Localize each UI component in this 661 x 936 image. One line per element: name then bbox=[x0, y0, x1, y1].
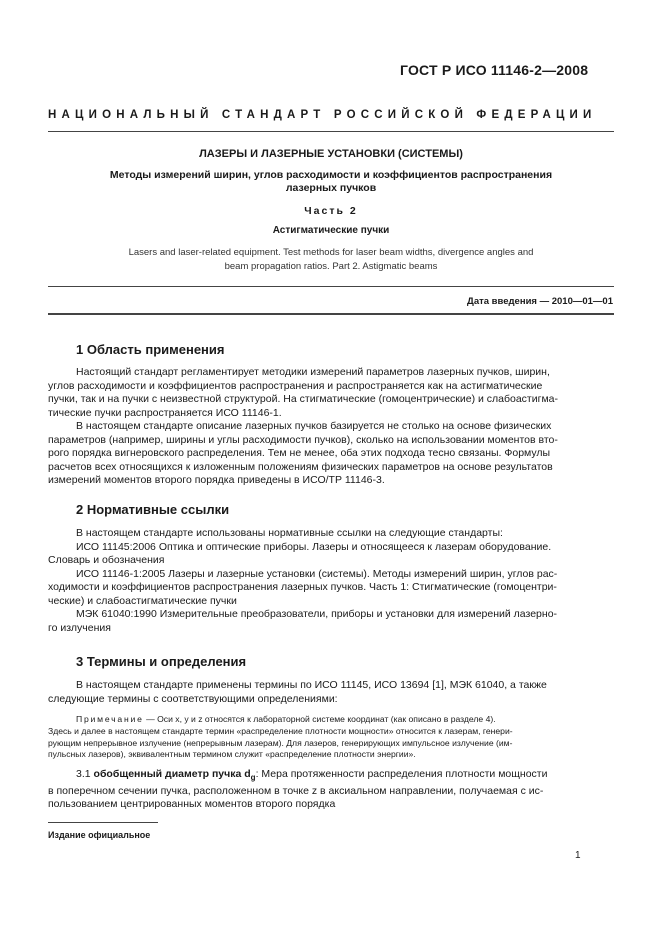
document-subtitle bbox=[48, 169, 614, 195]
paragraph-line: рого порядка вигнеровского распределения. Тем не менее, оба этих подхода тесно связаны. Формулы bbox=[48, 447, 551, 459]
note-line: Здесь и далее в настоящем стандарте термин «распределение плотности мощности» относится к лазерам, генери- bbox=[48, 725, 513, 736]
section-1-heading: 1 Область применения bbox=[76, 342, 225, 357]
section-2-heading: 2 Нормативные ссылки bbox=[76, 502, 230, 517]
section-3-body bbox=[48, 679, 581, 706]
reference-line: МЭК 61040:1990 Измерительные преобразователи, приборы и установки для измерений лазерно- bbox=[76, 608, 558, 620]
term-name: обобщенный диаметр пучка d bbox=[93, 768, 251, 780]
term-subscript: g bbox=[250, 773, 256, 783]
official-edition-label: Издание официальное bbox=[48, 830, 151, 840]
paragraph-line: расчетов всех относящихся к изложенным положениям физических параметров на основе результатов bbox=[48, 460, 553, 473]
term-3-1 bbox=[48, 768, 581, 812]
english-title-line-2: beam propagation ratios. Part 2. Astigmatic beams bbox=[224, 261, 438, 272]
paragraph-line: следующие термины с соответствующими определениями: bbox=[48, 692, 338, 705]
paragraph-line: В настоящем стандарте использованы нормативные ссылки на следующие стандарты: bbox=[76, 527, 503, 539]
term-definition-start: : Мера протяженности распределения плотности мощности bbox=[255, 768, 548, 780]
term-line: пользованием центрированных моментов второго порядка bbox=[48, 798, 336, 811]
paragraph-line: измерений моментов второго порядка приведены в ИСО/ТР 11146-3. bbox=[48, 474, 385, 486]
note-label: Примечание bbox=[76, 714, 144, 724]
term-line: в поперечном сечении пучка, расположенном в точке z в аксиальном направлении, получаемая с ис- bbox=[48, 784, 544, 797]
english-title bbox=[48, 246, 614, 274]
paragraph-line: пучки, так и на пучки с неизвестной структурой. На стигматические (гомоцентрические) и слабоастигма- bbox=[48, 393, 558, 405]
subtitle-line-2: лазерных пучков bbox=[285, 182, 377, 194]
standard-code: ГОСТ Р ИСО 11146-2—2008 bbox=[400, 62, 589, 78]
reference-line: ходимости и коэффициентов распространения лазерных пучков. Часть 1: Стигматические (гомоцентри- bbox=[48, 581, 557, 593]
part-title: Астигматические пучки bbox=[272, 225, 390, 236]
paragraph-line: В настоящем стандарте применены термины по ИСО 11145, ИСО 13694 [1], МЭК 61040, а также bbox=[76, 679, 547, 691]
reference-line: Словарь и обозначения bbox=[48, 554, 165, 566]
term-first-line bbox=[48, 768, 581, 785]
footer-divider bbox=[48, 822, 158, 823]
paragraph-line: Настоящий стандарт регламентирует методики измерений параметров лазерных пучков, ширин, bbox=[76, 366, 550, 378]
section-1-body bbox=[48, 366, 581, 488]
english-title-line-1: Lasers and laser-related equipment. Test methods for laser beam widths, divergence angles and bbox=[128, 247, 534, 258]
reference-line: ИСО 11146-1:2005 Лазеры и лазерные установки (системы). Методы измерений ширин, углов рас- bbox=[76, 567, 558, 580]
paragraph-line: тические пучки распространяется ИСО 11146-1. bbox=[48, 406, 282, 419]
note-block bbox=[48, 714, 581, 761]
part-label: Часть 2 bbox=[304, 205, 358, 217]
note-first-line bbox=[48, 714, 581, 726]
date-divider bbox=[48, 286, 614, 287]
introduction-date: Дата введения — 2010—01—01 bbox=[467, 296, 613, 307]
date-divider-bottom bbox=[48, 313, 614, 315]
reference-line: ИСО 11145:2006 Оптика и оптические приборы. Лазеры и относящееся к лазерам оборудование. bbox=[76, 540, 552, 553]
top-divider bbox=[48, 131, 614, 132]
note-text: — Оси x, y и z относятся к лабораторной системе координат (как описано в разделе 4). bbox=[146, 714, 496, 724]
paragraph-line: В настоящем стандарте описание лазерных пучков базируется не столько на основе физических bbox=[76, 420, 552, 432]
note-line: пульсных лазеров), эквивалентным термином служит «распределение плотности энергии». bbox=[48, 749, 416, 760]
page-number: 1 bbox=[575, 850, 581, 861]
paragraph-line: углов расходимости и коэффициентов распространения и распространяется как на астигматические bbox=[48, 379, 543, 392]
subtitle-line-1: Методы измерений ширин, углов расходимости и коэффициентов распространения bbox=[109, 169, 553, 181]
reference-line: го излучения bbox=[48, 621, 111, 634]
term-number: 3.1 bbox=[76, 768, 91, 780]
paragraph-line: параметров (например, ширины и углы расходимости пучков), сколько на использовании моментов вто- bbox=[48, 433, 558, 446]
national-standard-banner: НАЦИОНАЛЬНЫЙ СТАНДАРТ РОССИЙСКОЙ ФЕДЕРАЦИИ bbox=[48, 109, 597, 121]
reference-line: ческие) и слабоастигматические пучки bbox=[48, 594, 237, 607]
section-2-body bbox=[48, 527, 581, 635]
section-3-heading: 3 Термины и определения bbox=[76, 654, 247, 669]
note-line: рующим непрерывное излучение (непрерывным лазерам). Для лазеров, генерирующих импульсное излучение (им- bbox=[48, 737, 513, 748]
document-title: ЛАЗЕРЫ И ЛАЗЕРНЫЕ УСТАНОВКИ (СИСТЕМЫ) bbox=[199, 148, 463, 160]
